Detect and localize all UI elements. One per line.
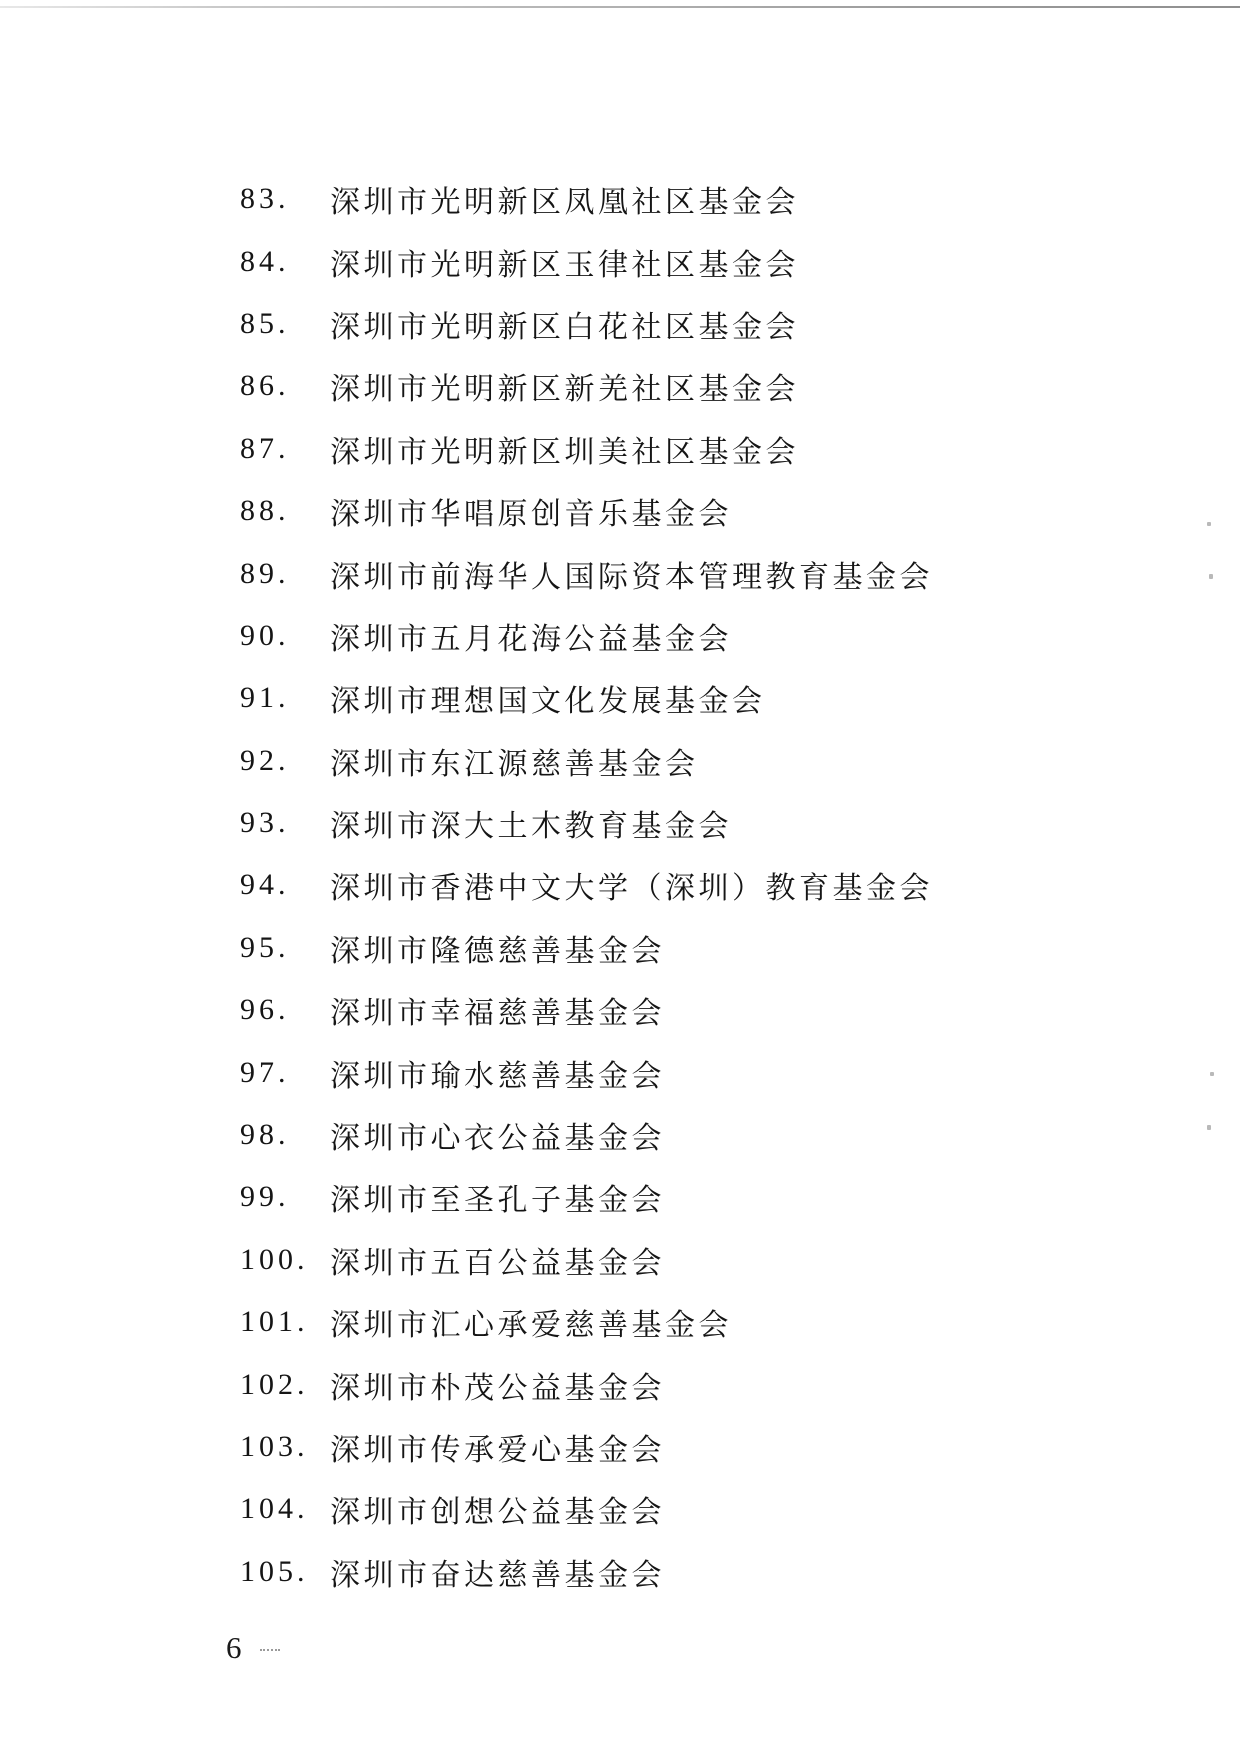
item-name: 深圳市传承爱心基金会 <box>330 1434 665 1467</box>
item-name: 深圳市理想国文化发展基金会 <box>330 685 766 719</box>
list-item <box>240 1291 1180 1353</box>
item-number: 91. <box>240 681 290 715</box>
item-number: 101. <box>240 1305 309 1339</box>
scan-speck <box>1209 574 1213 579</box>
item-number: 85. <box>240 306 290 340</box>
item-number: 94. <box>240 868 290 902</box>
item-number: 86. <box>240 369 290 403</box>
list-item <box>240 730 1180 792</box>
item-name: 深圳市光明新区白花社区基金会 <box>330 310 799 344</box>
item-name: 深圳市光明新区圳美社区基金会 <box>330 435 799 469</box>
item-name: 深圳市前海华人国际资本管理教育基金会 <box>330 560 933 594</box>
item-number: 92. <box>240 743 290 777</box>
item-number: 89. <box>240 556 290 590</box>
scan-artifact-top-line <box>0 6 1240 8</box>
list-item <box>240 1104 1180 1166</box>
item-number: 98. <box>240 1118 290 1152</box>
list-item <box>240 1353 1180 1415</box>
page-number: 6 <box>226 1630 242 1665</box>
item-number: 93. <box>240 806 290 840</box>
scan-speck <box>1207 522 1211 526</box>
item-name: 深圳市创想公益基金会 <box>330 1496 665 1530</box>
list-item <box>240 168 1180 230</box>
item-name: 深圳市朴茂公益基金会 <box>330 1371 665 1405</box>
item-name: 深圳市深大土木教育基金会 <box>330 810 732 844</box>
list-item <box>240 293 1180 355</box>
list-item <box>240 979 1180 1041</box>
item-number: 88. <box>240 494 290 528</box>
list-item <box>240 792 1180 854</box>
item-name: 深圳市心衣公益基金会 <box>330 1122 665 1156</box>
item-number: 104. <box>240 1492 309 1526</box>
item-name: 深圳市光明新区新羌社区基金会 <box>330 373 799 407</box>
item-name: 深圳市光明新区玉律社区基金会 <box>330 248 799 282</box>
item-number: 95. <box>240 930 290 964</box>
item-name: 深圳市五百公益基金会 <box>330 1246 665 1280</box>
item-number: 100. <box>240 1242 309 1276</box>
foundation-list <box>240 168 1180 1603</box>
item-number: 96. <box>240 993 290 1027</box>
item-name: 深圳市华唱原创音乐基金会 <box>330 498 732 532</box>
item-name: 深圳市幸福慈善基金会 <box>330 997 665 1031</box>
list-item <box>240 917 1180 979</box>
list-item <box>240 1478 1180 1540</box>
item-number: 84. <box>240 244 290 278</box>
list-item <box>240 230 1180 292</box>
scan-speck <box>1207 1125 1211 1130</box>
item-number: 99. <box>240 1180 290 1214</box>
list-item <box>240 1416 1180 1478</box>
list-item <box>240 667 1180 729</box>
list-item <box>240 480 1180 542</box>
item-name: 深圳市香港中文大学（深圳）教育基金会 <box>330 872 933 906</box>
list-item <box>240 605 1180 667</box>
item-number: 90. <box>240 618 290 652</box>
item-name: 深圳市五月花海公益基金会 <box>330 622 732 656</box>
list-item <box>240 1229 1180 1291</box>
item-name: 深圳市汇心承爱慈善基金会 <box>330 1309 732 1343</box>
item-number: 102. <box>240 1367 309 1401</box>
item-number: 103. <box>240 1430 309 1463</box>
footer-scan-dash <box>260 1649 280 1651</box>
item-number: 83. <box>240 182 290 216</box>
list-item <box>240 1166 1180 1228</box>
scan-speck <box>1210 1072 1214 1076</box>
page-footer <box>226 1630 280 1666</box>
list-item <box>240 418 1180 480</box>
list-item <box>240 1041 1180 1103</box>
item-name: 深圳市东江源慈善基金会 <box>330 747 699 781</box>
item-number: 87. <box>240 431 290 465</box>
list-item <box>240 1541 1180 1603</box>
item-name: 深圳市瑜水慈善基金会 <box>330 1059 665 1093</box>
list-item <box>240 854 1180 916</box>
list-item <box>240 542 1180 604</box>
item-name: 深圳市隆德慈善基金会 <box>330 934 665 968</box>
item-name: 深圳市至圣孔子基金会 <box>330 1184 665 1218</box>
item-number: 105. <box>240 1554 309 1588</box>
item-name: 深圳市奋达慈善基金会 <box>330 1558 665 1592</box>
list-item <box>240 355 1180 417</box>
item-name: 深圳市光明新区凤凰社区基金会 <box>330 186 799 220</box>
item-number: 97. <box>240 1055 290 1089</box>
